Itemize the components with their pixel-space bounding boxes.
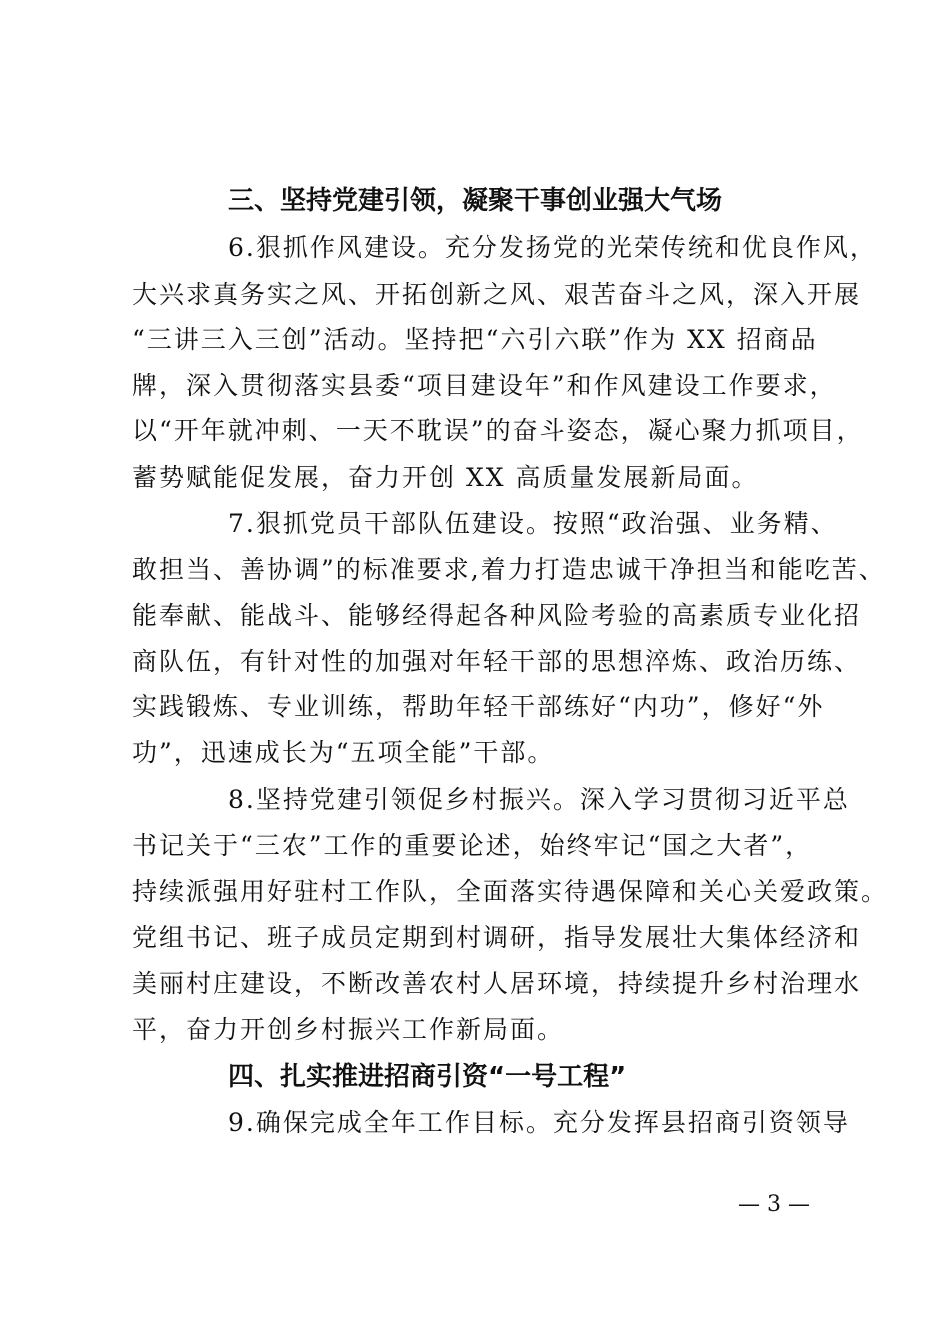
- paragraph-6-line-1: 6.狠抓作风建设。充分发扬党的光荣传统和优良作风，: [228, 233, 877, 262]
- paragraph-7-line-1: 7.狠抓党员干部队伍建设。按照“政治强、业务精、: [228, 509, 838, 538]
- paragraph-8-line-3: 持续派强用好驻村工作队，全面落实待遇保障和关心关爱政策。: [132, 877, 889, 906]
- paragraph-8-line-2: 书记关于“三农”工作的重要论述，始终牢记“国之大者”，: [132, 831, 813, 860]
- paragraph-8-line-6: 平，奋力开创乡村振兴工作新局面。: [132, 1015, 565, 1044]
- paragraph-6-line-4: 牌，深入贯彻落实县委“项目建设年”和作风建设工作要求，: [132, 371, 837, 400]
- paragraph-9-line-1: 9.确保完成全年工作目标。充分发挥县招商引资领导: [228, 1108, 850, 1137]
- paragraph-7-line-5: 实践锻炼、专业训练，帮助年轻干部练好“内功”，修好“外: [132, 692, 825, 721]
- paragraph-7-line-4: 商队伍，有针对性的加强对年轻干部的思想淬炼、政治历练、: [132, 647, 862, 676]
- paragraph-8-line-1: 8.坚持党建引领促乡村振兴。深入学习贯彻习近平总: [228, 785, 850, 814]
- section-heading-3: 三、坚持党建引领，凝聚干事创业强大气场: [228, 186, 723, 216]
- paragraph-8-line-5: 美丽村庄建设，不断改善农村人居环境，持续提升乡村治理水: [132, 969, 862, 998]
- paragraph-7-line-6: 功”，迅速成长为“五项全能”干部。: [132, 738, 555, 767]
- paragraph-8-line-4: 党组书记、班子成员定期到村调研，指导发展壮大集体经济和: [132, 923, 862, 952]
- page-number: — 3 —: [738, 1192, 810, 1217]
- paragraph-6-line-6: 蓄势赋能促发展，奋力开创 XX 高质量发展新局面。: [132, 463, 759, 492]
- section-heading-4: 四、扎实推进招商引资“一号工程”: [228, 1062, 627, 1092]
- paragraph-6-line-5: 以“开年就冲刺、一天不耽误”的奋斗姿态，凝心聚力抓项目，: [132, 416, 864, 445]
- paragraph-6-line-3: “三讲三入三创”活动。坚持把“六引六联”作为 XX 招商品: [132, 325, 818, 354]
- paragraph-6-line-2: 大兴求真务实之风、开拓创新之风、艰苦奋斗之风，深入开展: [132, 280, 862, 309]
- paragraph-7-line-2: 敢担当、善协调”的标准要求,着力打造忠诚干净担当和能吃苦、: [132, 555, 886, 584]
- paragraph-7-line-3: 能奉献、能战斗、能够经得起各种风险考验的高素质专业化招: [132, 601, 862, 630]
